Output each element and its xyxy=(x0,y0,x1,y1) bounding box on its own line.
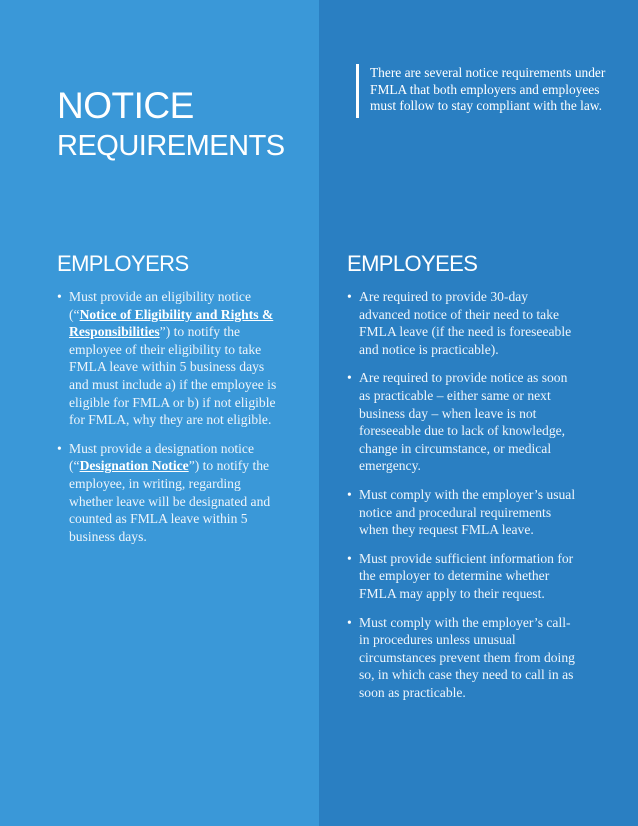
item-text-before: Must provide a designation notice (“ xyxy=(69,440,254,474)
list-item: • Must provide sufficient information for the employer to determine whether FMLA may apply to their request. xyxy=(347,550,579,603)
list-item xyxy=(57,288,283,429)
item-text-before: Must provide an eligibility notice (“ xyxy=(69,289,251,322)
employees-list xyxy=(347,288,579,712)
list-item: • Are required to provide notice as soon as practicable – either same or next business day – when leave is not foreseeable due to lack of knowledge, change in circumstance, or medical emergency. xyxy=(347,369,579,475)
title-line-1: NOTICE xyxy=(57,85,194,127)
employers-list xyxy=(57,288,283,556)
list-item xyxy=(57,440,283,546)
list-item: • Are required to provide 30-day advanced notice of their need to take FMLA leave (if the need is foreseeable and notice is practicable). xyxy=(347,288,579,358)
item-text-after: ”) to notify the employee of their eligibility to take FMLA leave within 5 business days and must include a) if the employee is eligible for FMLA or b) if not eligible for FMLA, why they are not eligible. xyxy=(69,324,277,428)
designation-notice-link[interactable]: Designation Notice xyxy=(79,458,189,474)
eligibility-notice-link[interactable]: Notice of Eligibility and Rights & Responsibilities xyxy=(69,306,274,340)
employers-heading: EMPLOYERS xyxy=(57,251,189,276)
intro-callout: There are several notice requirements under FMLA that both employers and employees must follow to stay compliant with the law. xyxy=(356,64,606,118)
title-line-2: REQUIREMENTS xyxy=(57,130,285,163)
list-item: • Must comply with the employer’s usual notice and procedural requirements when they request FMLA leave. xyxy=(347,486,579,539)
page-title xyxy=(57,85,285,163)
employees-heading: EMPLOYEES xyxy=(347,251,478,276)
item-text-after: ”) to notify the employee, in writing, regarding whether leave will be designated and counted as FMLA leave within 5 business days. xyxy=(69,458,271,544)
list-item: • Must comply with the employer’s call-in procedures unless unusual circumstances prevent them from doing so, in which case they need to call in as soon as practicable. xyxy=(347,614,579,702)
